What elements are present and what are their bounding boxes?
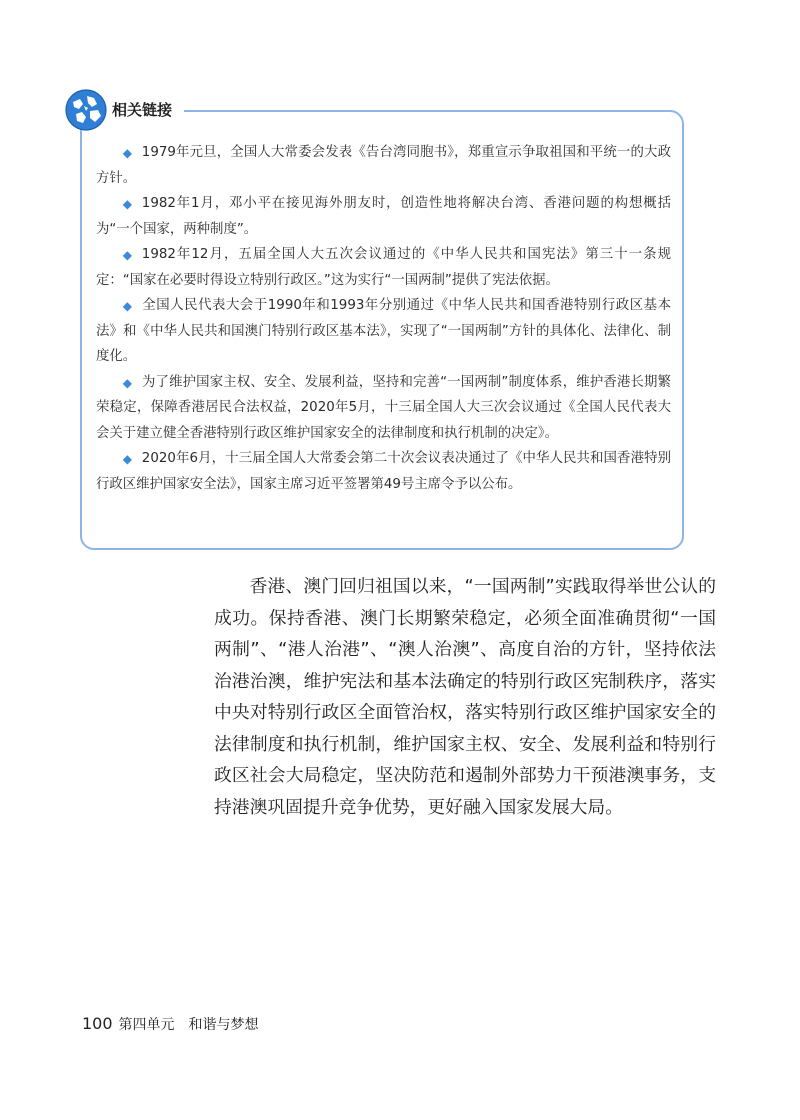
- list-item-text: 为了维护国家主权、安全、发展利益，坚持和完善“一国两制”制度体系，维护香港长期繁荣稳定，保障香港居民合法权益，2020年5月，十三届全国人大三次会议通过《全国人民代表大会关于建立健全香港特别行政区维护国家安全的法律制度和执行机制的决定》。: [96, 374, 671, 441]
- diamond-bullet-icon: ◆: [122, 375, 133, 390]
- list-item: [96, 242, 671, 293]
- globe-badge-icon: [64, 88, 108, 132]
- related-links-title: 相关链接: [112, 101, 173, 119]
- related-links-list: [96, 140, 671, 497]
- diamond-bullet-icon: ◆: [122, 248, 133, 262]
- list-item: [96, 446, 671, 497]
- chapter-label: 和谐与梦想: [188, 1017, 259, 1033]
- list-item-text: 1982年1月，邓小平在接见海外朋友时，创造性地将解决台湾、香港问题的构想概括为“一个国家，两种制度”。: [96, 196, 671, 237]
- list-item-text: 1982年12月，五届全国人大五次会议通过的《中华人民共和国宪法》第三十一条规定：“国家在必要时得设立特别行政区。”这为实行“一国两制”提供了宪法依据。: [96, 247, 671, 288]
- list-item: [96, 191, 671, 242]
- diamond-bullet-icon: ◆: [122, 146, 133, 160]
- diamond-bullet-icon: ◆: [122, 197, 133, 211]
- list-item: [96, 370, 671, 447]
- list-item: [96, 293, 671, 370]
- diamond-bullet-icon: ◆: [122, 452, 133, 466]
- diamond-bullet-icon: ◆: [122, 299, 133, 313]
- unit-label: 第四单元: [118, 1017, 175, 1033]
- list-item-text: 2020年6月，十三届全国人大常委会第二十次会议表决通过了《中华人民共和国香港特别行政区维护国家安全法》，国家主席习近平签署第49号主席令予以公布。: [96, 451, 671, 492]
- header-rule: [184, 110, 669, 112]
- list-item: [96, 140, 671, 191]
- page-number: 100: [82, 1014, 113, 1033]
- list-item-text: 全国人民代表大会于1990年和1993年分别通过《中华人民共和国香港特别行政区基本法》和《中华人民共和国澳门特别行政区基本法》，实现了“一国两制”方针的具体化、法律化、制度化。: [96, 298, 671, 364]
- list-item-text: 1979年元旦，全国人大常委会发表《告台湾同胞书》，郑重宣示争取祖国和平统一的大政方针。: [96, 145, 671, 186]
- main-paragraph: 香港、澳门回归祖国以来，“一国两制”实践取得举世公认的成功。保持香港、澳门长期繁荣稳定，必须全面准确贯彻“一国两制”、“港人治港”、“澳人治澳”、高度自治的方针，坚持依法治港治澳，维护宪法和基本法确定的特别行政区宪制秩序，落实中央对特别行政区全面管治权，落实特别行政区维护国家安全的法律制度和执行机制，维护国家主权、安全、发展利益和特别行政区社会大局稳定，坚决防范和遏制外部势力干预港澳事务，支持港澳巩固提升竞争优势，更好融入国家发展大局。: [214, 576, 716, 818]
- page-footer: [82, 1014, 259, 1035]
